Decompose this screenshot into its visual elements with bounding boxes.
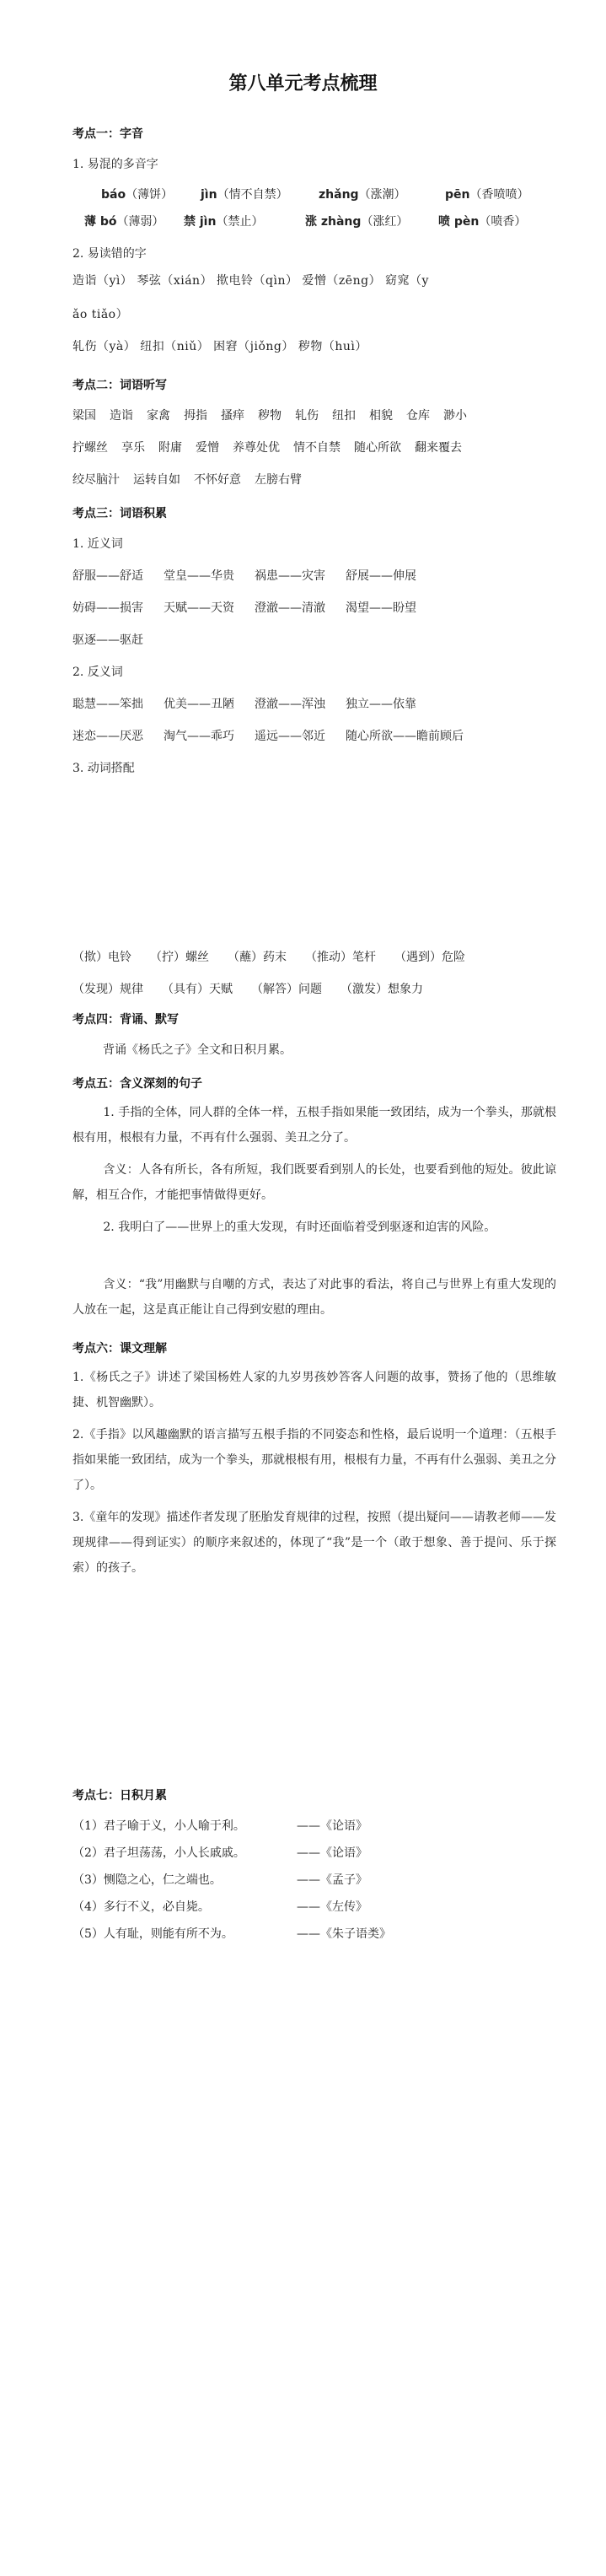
- section-heading-4: 考点四：背诵、默写: [72, 1013, 179, 1027]
- synonym-pair: 妨碍——损害: [72, 601, 143, 615]
- quote-text: （1）君子喻于义，小人喻于利。: [72, 1819, 245, 1833]
- quote-item: [0, 1844, 606, 1861]
- verb-collocation: （拧）螺丝: [150, 951, 209, 964]
- dictation-word: 运转自如: [133, 473, 180, 487]
- synonym-pair: 驱逐——驱赶: [72, 633, 143, 647]
- verb-collocation: （蘸）药末: [228, 951, 287, 964]
- verb-row-1: [72, 948, 465, 965]
- sentence-1: 1. 手指的全体，同人群的全体一样，五根手指如果能一致团结，成为一个拳头，那就根根有用，根根有力量，不再有什么强弱、美丑之分了。: [72, 1106, 556, 1145]
- sentence-2-meaning: 含义：“我”用幽默与自嘲的方式，表达了对此事的看法，将自己与世界上有重大发现的人放在一起，这是真正能让自己得到安慰的理由。: [72, 1278, 556, 1317]
- quote-item: [0, 1898, 606, 1915]
- antonym-pair: 迷恋——厌恶: [72, 730, 143, 743]
- synonym-pair: 澄澈——清澈: [255, 601, 325, 615]
- verb-collocation: （揿）电铃: [72, 951, 131, 964]
- misread-line-3: 轧伤（yà） 纽扣（niǔ） 困窘（jiǒng） 秽物（huì）: [72, 340, 367, 353]
- recitation-text: 背诵《杨氏之子》全文和日积月累。: [103, 1043, 292, 1057]
- dictation-row-1: [72, 407, 467, 423]
- understanding-1: 1.《杨氏之子》讲述了梁国杨姓人家的九岁男孩妙答客人问题的故事，赞扬了他的（思维敏捷、机智幽默）。: [72, 1371, 556, 1409]
- dictation-word: 不怀好意: [194, 473, 241, 487]
- verb-collocation: （推动）笔杆: [305, 951, 376, 964]
- antonym-pair: 遥远——邻近: [255, 730, 325, 743]
- synonym-pair: 堂皇——华贵: [164, 569, 234, 583]
- quote-item: [0, 1925, 606, 1942]
- synonym-pair: 祸患——灾害: [255, 569, 325, 583]
- polyphone-item: báo（薄饼）: [101, 188, 174, 202]
- quote-source: ——《论语》: [297, 1846, 367, 1860]
- antonym-pair: 澄澈——浑浊: [255, 698, 325, 711]
- antonym-pair: 优美——丑陋: [164, 698, 234, 711]
- dictation-word: 情不自禁: [293, 441, 341, 455]
- dictation-row-3: [72, 471, 302, 488]
- antonym-pair: 独立——依靠: [346, 698, 416, 711]
- subheading-synonyms: 1. 近义词: [72, 537, 123, 551]
- section-heading-3: 考点三：词语积累: [72, 507, 167, 520]
- dictation-word: 拇指: [184, 409, 207, 423]
- subheading-antonyms: 2. 反义词: [72, 666, 123, 679]
- understanding-3: 3.《童年的发现》描述作者发现了胚胎发育规律的过程，按照（提出疑问——请教老师——发现规律——得到证实）的顺序来叙述的，体现了“我”是一个（敢于想象、善于提问、乐于探索）的孩子。: [72, 1511, 556, 1575]
- quote-source: ——《朱子语类》: [297, 1927, 391, 1941]
- dictation-word: 随心所欲: [354, 441, 401, 455]
- verb-collocation: （具有）天赋: [162, 983, 233, 996]
- quote-text: （4）多行不义，必自毙。: [72, 1900, 210, 1914]
- antonym-pair: 聪慧——笨拙: [72, 698, 143, 711]
- dictation-word: 翻来覆去: [415, 441, 462, 455]
- dictation-word: 梁国: [72, 409, 96, 423]
- quote-text: （5）人有耻，则能有所不为。: [72, 1927, 233, 1941]
- quote-text: （2）君子坦荡荡，小人长戚戚。: [72, 1846, 245, 1860]
- synonym-pair: 舒展——伸展: [346, 569, 416, 583]
- quote-source: ——《左传》: [297, 1900, 367, 1914]
- quote-source: ——《论语》: [297, 1819, 367, 1833]
- dictation-word: 仓库: [406, 409, 430, 423]
- subheading-verb-collocations: 3. 动词搭配: [72, 762, 135, 775]
- dictation-word: 附庸: [158, 441, 182, 455]
- antonym-row-1: [72, 695, 437, 712]
- synonym-row-2: [72, 599, 437, 616]
- polyphone-item: 涨 zhàng（涨红）: [305, 215, 409, 229]
- polyphone-item: pēn（香喷喷）: [445, 188, 529, 202]
- dictation-word: 纽扣: [332, 409, 356, 423]
- dictation-word: 左膀右臂: [255, 473, 302, 487]
- dictation-row-2: [72, 439, 462, 455]
- quote-item: [0, 1817, 606, 1834]
- section-heading-7: 考点七：日积月累: [72, 1789, 167, 1803]
- antonym-row-2: [72, 727, 484, 744]
- polyphone-row-2: [0, 213, 606, 229]
- misread-line-2: ǎo tiǎo）: [72, 308, 129, 321]
- quote-source: ——《孟子》: [297, 1873, 367, 1887]
- dictation-word: 享乐: [121, 441, 145, 455]
- dictation-word: 拧螺丝: [72, 441, 108, 455]
- dictation-word: 渺小: [443, 409, 467, 423]
- quote-item: [0, 1871, 606, 1888]
- section-heading-2: 考点二：词语听写: [72, 379, 167, 392]
- dictation-word: 绞尽脑汁: [72, 473, 120, 487]
- dictation-word: 搔痒: [221, 409, 244, 423]
- sentence-1-meaning: 含义：人各有所长，各有所短，我们既要看到别人的长处，也要看到他的短处。彼此谅解，相互合作，才能把事情做得更好。: [72, 1163, 556, 1202]
- sentence-2: 2. 我明白了——世界上的重大发现，有时还面临着受到驱逐和迫害的风险。: [103, 1221, 496, 1234]
- polyphone-row-1: [0, 186, 606, 202]
- verb-collocation: （遇到）危险: [394, 951, 465, 964]
- polyphone-item: 禁 jìn（禁止）: [184, 215, 264, 229]
- polyphone-item: jìn（情不自禁）: [201, 188, 288, 202]
- dictation-word: 轧伤: [295, 409, 319, 423]
- verb-collocation: （发现）规律: [72, 983, 143, 996]
- antonym-pair: 淘气——乖巧: [164, 730, 234, 743]
- synonym-pair: 天赋——天资: [164, 601, 234, 615]
- dictation-word: 造诣: [110, 409, 133, 423]
- verb-collocation: （激发）想象力: [341, 983, 423, 996]
- verb-row-2: [72, 980, 423, 997]
- page-title: 第八单元考点梳理: [228, 73, 378, 94]
- dictation-word: 养尊处优: [233, 441, 280, 455]
- dictation-word: 爱憎: [196, 441, 219, 455]
- synonym-row-3: [72, 631, 164, 648]
- section-heading-5: 考点五：含义深刻的句子: [72, 1077, 202, 1091]
- antonym-pair: 随心所欲——瞻前顾后: [346, 730, 464, 743]
- polyphone-item: 喷 pèn（喷香）: [438, 215, 527, 229]
- subheading-misread-chars: 2. 易读错的字: [72, 247, 147, 261]
- understanding-2: 2.《手指》以风趣幽默的语言描写五根手指的不同姿态和性格，最后说明一个道理：（五根手指如果能一致团结，成为一个拳头，那就根根有用，根根有力量，不再有什么强弱、美丑之分了）。: [72, 1428, 556, 1492]
- polyphone-item: 薄 bó（薄弱）: [84, 215, 164, 229]
- subheading-polyphones: 1. 易混的多音字: [72, 158, 158, 171]
- quote-text: （3）恻隐之心，仁之端也。: [72, 1873, 222, 1887]
- dictation-word: 家禽: [147, 409, 170, 423]
- synonym-pair: 渴望——盼望: [346, 601, 416, 615]
- synonym-pair: 舒服——舒适: [72, 569, 143, 583]
- polyphone-item: zhǎng（涨潮）: [319, 188, 406, 202]
- dictation-word: 相貌: [369, 409, 393, 423]
- section-heading-6: 考点六：课文理解: [72, 1342, 167, 1355]
- synonym-row-1: [72, 567, 437, 584]
- misread-line-1: 造诣（yì） 琴弦（xián） 揿电铃（qìn） 爱憎（zēng） 窈窕（y: [72, 274, 429, 288]
- dictation-word: 秽物: [258, 409, 282, 423]
- section-heading-1: 考点一：字音: [72, 127, 143, 141]
- verb-collocation: （解答）问题: [251, 983, 322, 996]
